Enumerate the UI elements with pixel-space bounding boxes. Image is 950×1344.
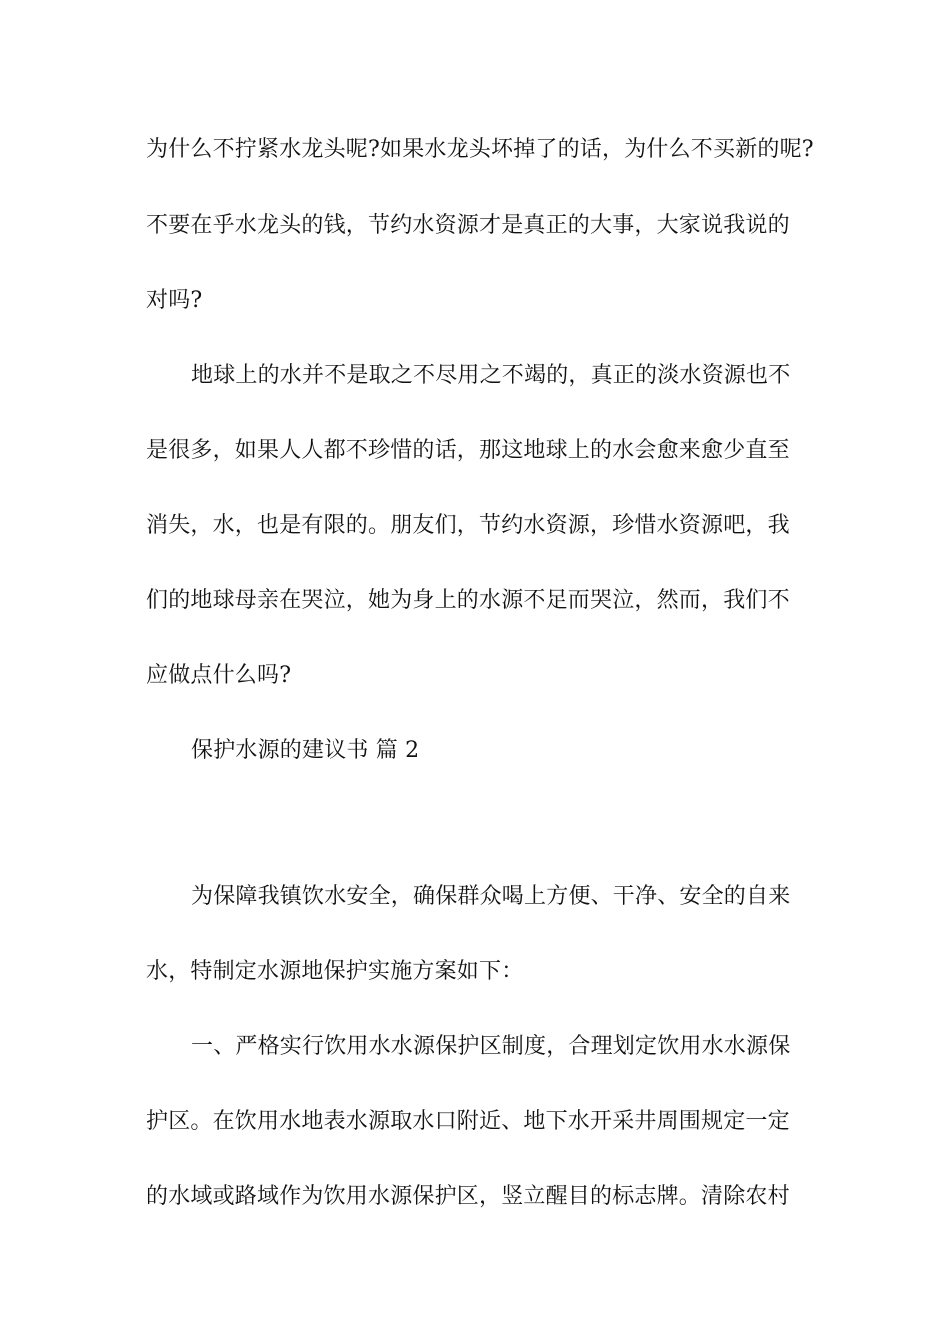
section-heading: 保护水源的建议书 篇 2 xyxy=(191,738,420,763)
text-line: 们的地球母亲在哭泣，她为身上的水源不足而哭泣，然而，我们不 xyxy=(146,588,790,613)
text-line: 为什么不拧紧水龙头呢?如果水龙头坏掉了的话，为什么不买新的呢? xyxy=(146,137,814,162)
text-line: 是很多，如果人人都不珍惜的话，那这地球上的水会愈来愈少直至 xyxy=(146,438,790,463)
paragraph-start-line: 一、严格实行饮用水水源保护区制度，合理划定饮用水水源保 xyxy=(191,1034,791,1059)
text-line: 不要在乎水龙头的钱，节约水资源才是真正的大事，大家说我说的 xyxy=(146,213,790,238)
text-line: 的水域或路域作为饮用水源保护区，竖立醒目的标志牌。清除农村 xyxy=(146,1184,790,1209)
paragraph-start-line: 为保障我镇饮水安全，确保群众喝上方便、干净、安全的自来 xyxy=(191,884,791,909)
text-line: 对吗? xyxy=(146,288,203,313)
text-line: 消失，水，也是有限的。朋友们，节约水资源，珍惜水资源吧，我 xyxy=(146,513,790,538)
text-line: 水，特制定水源地保护实施方案如下： xyxy=(146,959,524,984)
paragraph-start-line: 地球上的水并不是取之不尽用之不竭的，真正的淡水资源也不 xyxy=(191,363,791,388)
text-line: 护区。在饮用水地表水源取水口附近、地下水开采井周围规定一定 xyxy=(146,1109,790,1134)
text-line: 应做点什么吗? xyxy=(146,663,292,688)
